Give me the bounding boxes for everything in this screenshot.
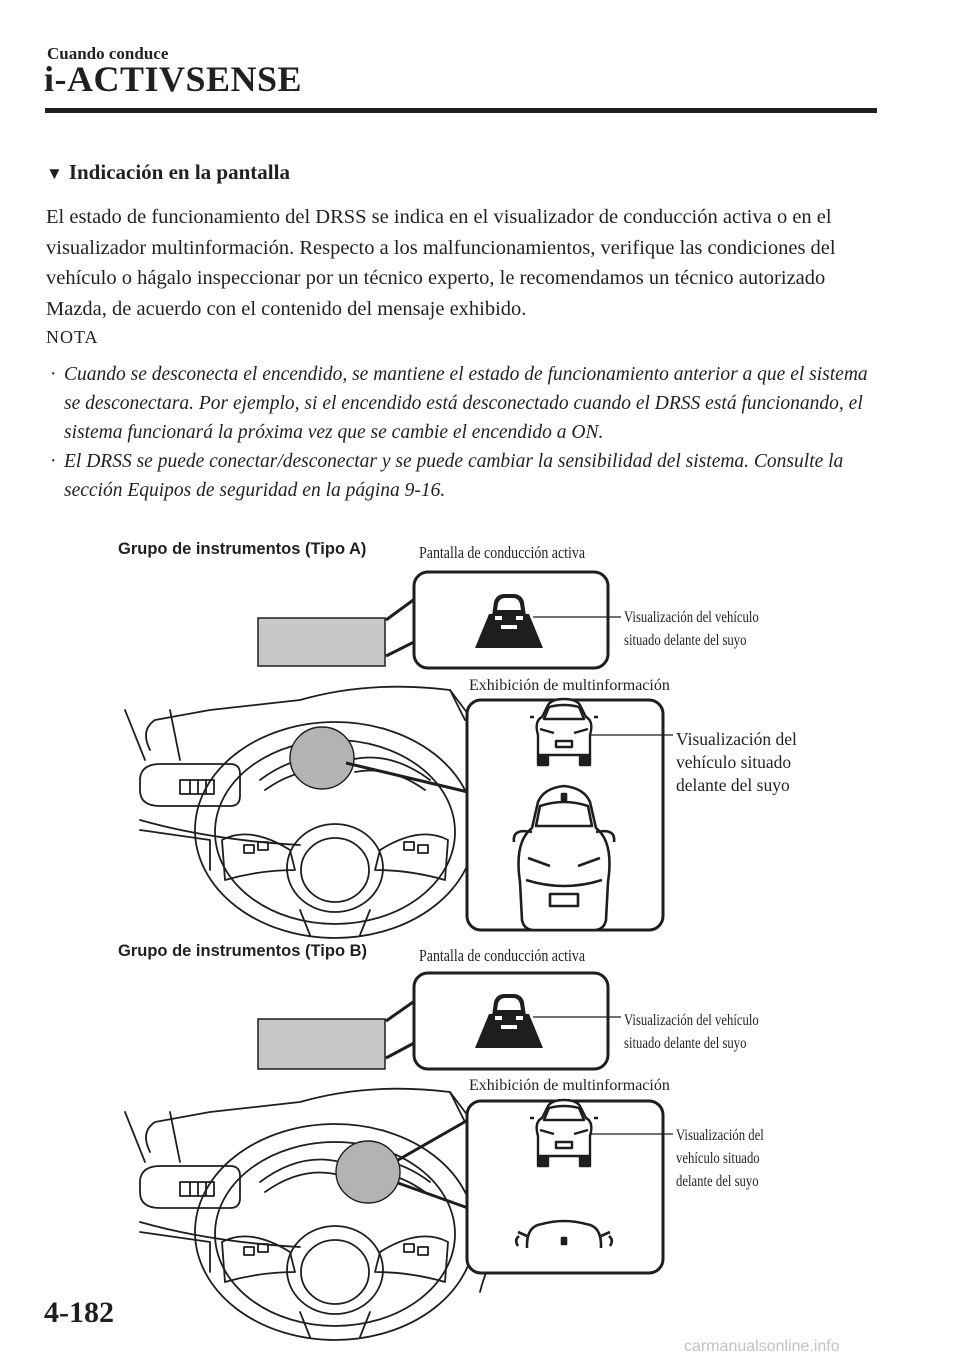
bullet-icon: ·	[50, 364, 57, 385]
mid-callout-a	[676, 728, 797, 797]
hud-area-b	[258, 1019, 385, 1069]
group-label-a: Grupo de instrumentos (Tipo A)	[118, 540, 367, 558]
dashboard-a	[125, 687, 510, 938]
callout-line: Visualización del	[676, 729, 797, 749]
meter-highlight-b	[336, 1141, 400, 1203]
meter-highlight-a	[290, 727, 354, 789]
chapter-title: i-ACTIVSENSE	[44, 59, 303, 99]
group-label-b: Grupo de instrumentos (Tipo B)	[118, 942, 368, 960]
triangle-down-icon: ▼	[46, 164, 63, 183]
note-item-text: Cuando se desconecta el encendido, se mantiene el estado de funcionamiento anterior a que el sistema se desconectara. Por ejemplo, si el encendido está desconectado cuando el DRSS está funcionando, el sistema funcionará la próxima vez que se cambie el encendido a ON.	[64, 364, 868, 443]
callout-line: situado delante del suyo	[624, 632, 747, 649]
callout-line: Visualización del	[676, 1127, 764, 1144]
active-display-label-b: Pantalla de conducción activa	[419, 946, 586, 965]
callout-line: Visualización del vehículo	[624, 609, 759, 626]
callout-line: delante del suyo	[676, 775, 790, 795]
note-item-text: El DRSS se puede conectar/desconectar y se puede cambiar la sensibilidad del sistema. Consulte la sección Equipos de seguridad en la página 9-16.	[64, 451, 844, 501]
callout-line: vehículo situado	[676, 752, 792, 772]
hud-callout-a	[624, 606, 759, 652]
multi-display-label-b: Exhibición de multinformación	[469, 1077, 670, 1094]
multi-display-label-a: Exhibición de multinformación	[469, 677, 670, 694]
mid-callout-b	[676, 1124, 764, 1193]
callout-line: Visualización del vehículo	[624, 1012, 759, 1029]
body-paragraph: El estado de funcionamiento del DRSS se indica en el visualizador de conducción activa o en el visualizador multinformación. Respecto a los malfuncionamientos, verifique las condiciones del vehículo o hágalo inspeccionar por un técnico experto, le recomendamos un técnico autorizado Mazda, de acuerdo con el contenido del mensaje exhibido.	[46, 206, 836, 320]
hud-callout-b	[624, 1009, 759, 1055]
note-label: NOTA	[46, 327, 99, 347]
subsection-heading-text: Indicación en la pantalla	[68, 160, 290, 184]
section-label: Cuando conduce	[47, 44, 169, 63]
callout-line: vehículo situado	[676, 1150, 760, 1167]
dashboard-b	[125, 1089, 510, 1340]
hud-area-a	[258, 618, 385, 666]
callout-line: delante del suyo	[676, 1173, 759, 1190]
active-display-label-a: Pantalla de conducción activa	[419, 543, 586, 562]
watermark: carmanualsonline.info	[684, 1338, 840, 1355]
bullet-icon: ·	[50, 451, 57, 472]
callout-line: situado delante del suyo	[624, 1035, 747, 1052]
page-number: 4-182	[44, 1296, 114, 1329]
